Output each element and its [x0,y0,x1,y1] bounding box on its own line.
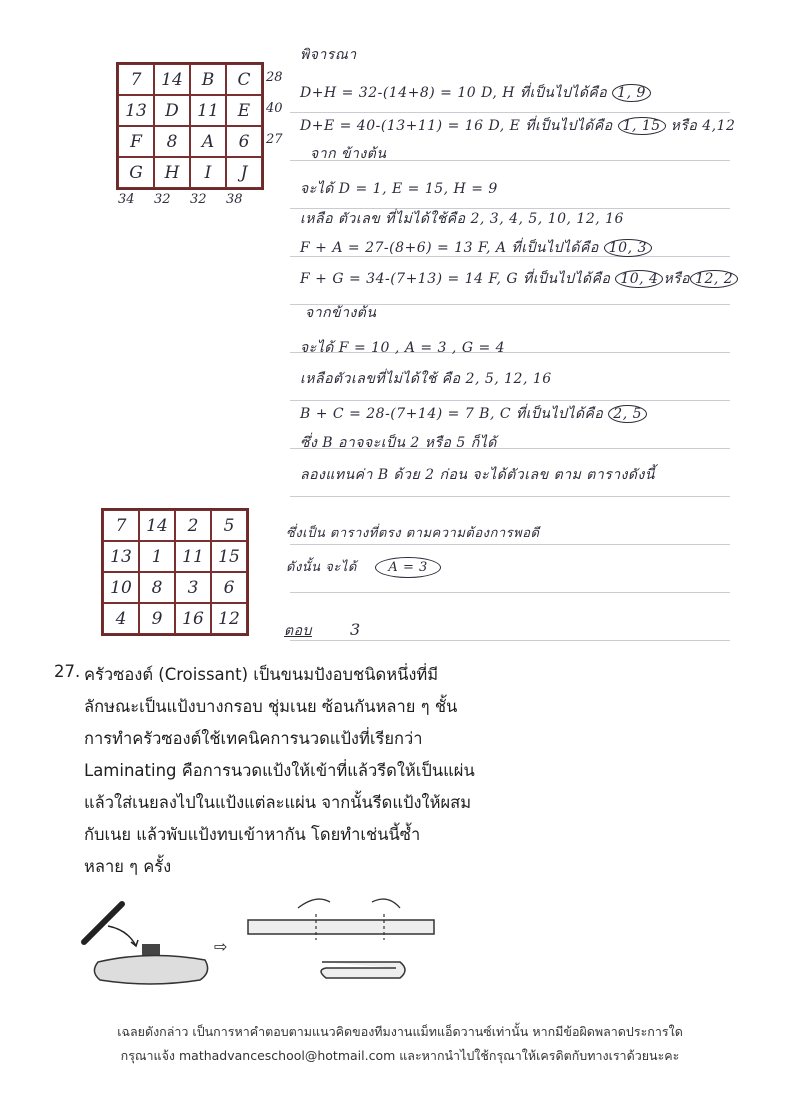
fold-arrow-left-icon [298,899,330,908]
grid-cell: C [226,64,262,95]
circled-answer: 2, 5 [608,405,647,423]
grid-cell: 5 [211,510,247,541]
problem-line-1: ครัวซองต์ (Croissant) เป็นขนมปังอบชนิดหนึ่งที่มี [84,665,439,684]
grid-cell: 10 [103,572,139,603]
circled-answer: 1, 9 [612,84,651,102]
puzzle-grid-2 [101,508,249,636]
work-line-1: D+H = 32-(14+8) = 10 D, H ที่เป็นไปได้คือ 1, 9 [300,82,651,104]
work-line-9: จะได้ F = 10 , A = 3 , G = 4 [300,340,506,356]
grid-cell: A [190,126,226,157]
grid-cell: 6 [211,572,247,603]
arrow-icon: ⇨ [214,937,228,956]
footer-line-2: กรุณาแจ้ง mathadvanceschool@hotmail.com และหากนำไปใช้กรุณาให้เครดิตกับทางเราด้วยนะคะ [120,1048,680,1063]
grid-cell: J [226,157,262,188]
grid-cell: 12 [211,603,247,634]
work-line-10: เหลือตัวเลขที่ไม่ได้ใช้ คือ 2, 5, 12, 16 [300,371,552,387]
grid-cell: 14 [139,510,175,541]
grid-cell: 9 [139,603,175,634]
problem-line-7: หลาย ๆ ครั้ง [84,857,172,876]
work-line-8: จากข้างต้น [305,305,377,321]
dough-blob [94,955,207,984]
croissant-illustration [0,890,800,1010]
problem-number: 27. [54,662,81,681]
circled-answer: 1, 15 [618,117,666,135]
work-line-13: ลองแทนค่า B ด้วย 2 ก่อน จะได้ตัวเลข ตาม ตารางดังนี้ [300,467,655,483]
col-sum-1: 34 [118,192,135,207]
work-line-2: D+E = 40-(13+11) = 16 D, E ที่เป็นไปได้คือ 1, 15 หรือ 4,12 [300,118,736,134]
grid-cell: 15 [211,541,247,572]
grid-cell: F [118,126,154,157]
grid-cell: D [154,95,190,126]
grid-cell: 2 [175,510,211,541]
work-line-11: B + C = 28-(7+14) = 7 B, C ที่เป็นไปได้คือ 2, 5 [300,403,647,425]
problem-line-5: แล้วใส่เนยลงไปในแป้งแต่ละแผ่น จากนั้นรีดแป้งให้ผสม [84,793,472,812]
row-sum-3: 27 [266,132,283,147]
work-heading: พิจารณา [300,47,357,63]
result-line-1: ซึ่งเป็น ตารางที่ตรง ตามความต้องการพอดี [286,526,540,541]
grid-cell: 4 [103,603,139,634]
circled-answer: 12, 2 [690,270,738,288]
footer-line-1: เฉลยดังกล่าว เป็นการหาคำตอบตามแนวคิดของทีมงานแม็ทแอ็ดวานซ์เท่านั้น หากมีข้อผิดพลาดประการใด [117,1024,683,1039]
work-line-4: จะได้ D = 1, E = 15, H = 9 [300,181,498,197]
grid-cell: 13 [103,541,139,572]
fold-arrow-right-icon [372,899,400,908]
grid-cell: 16 [175,603,211,634]
grid-cell: 11 [175,541,211,572]
circled-answer: 10, 4 [615,270,663,288]
answer-label: ตอบ [284,623,312,639]
grid-cell: 13 [118,95,154,126]
answer-value: 3 [350,620,361,639]
grid-cell: H [154,157,190,188]
work-line-7: F + G = 34-(7+13) = 14 F, G ที่เป็นไปได้คือ 10, 4 หรือ 12, 2 [300,268,738,290]
work-line-6: F + A = 27-(8+6) = 13 F, A ที่เป็นไปได้คือ 10, 3 [300,237,652,259]
grid-cell: 1 [139,541,175,572]
result-line-2: ดังนั้น จะได้ A = 3 [286,556,441,577]
grid-cell: 8 [139,572,175,603]
problem-line-6: กับเนย แล้วพับแป้งทบเข้าหากัน โดยทำเช่นนี้ซ้ำ [84,825,421,844]
col-sum-4: 38 [226,192,243,207]
rolling-pin-icon [84,904,122,942]
grid-cell: 11 [190,95,226,126]
grid-cell: I [190,157,226,188]
grid-cell: 3 [175,572,211,603]
row-sum-1: 28 [266,70,283,85]
problem-line-4: Laminating คือการนวดแป้งให้เข้าที่แล้วรีดให้เป็นแผ่น [84,761,475,780]
circled-answer: 10, 3 [604,239,652,257]
row-sum-2: 40 [266,101,283,116]
grid-cell: E [226,95,262,126]
grid-cell: 7 [103,510,139,541]
work-line-5: เหลือ ตัวเลข ที่ไม่ได้ใช้คือ 2, 3, 4, 5, 10, 12, 16 [300,211,624,227]
problem-line-2: ลักษณะเป็นแป้งบางกรอบ ชุ่มเนย ซ้อนกันหลาย ๆ ชั้น [84,697,458,716]
grid-cell: 14 [154,64,190,95]
answer-bubble: A = 3 [375,557,440,578]
grid-cell: G [118,157,154,188]
col-sum-3: 32 [190,192,207,207]
grid-cell: 8 [154,126,190,157]
dough-sheet [248,899,434,940]
puzzle-grid-1 [116,62,264,190]
grid-cell: 6 [226,126,262,157]
work-line-12: ซึ่ง B อาจจะเป็น 2 หรือ 5 ก็ได้ [300,435,497,451]
work-line-3: จาก ข้างต้น [310,146,387,162]
col-sum-2: 32 [154,192,171,207]
folded-dough [321,962,405,978]
grid-cell: 7 [118,64,154,95]
problem-line-3: การทำครัวซองต์ใช้เทคนิคการนวดแป้งที่เรียกว่า [84,729,423,748]
grid-cell: B [190,64,226,95]
